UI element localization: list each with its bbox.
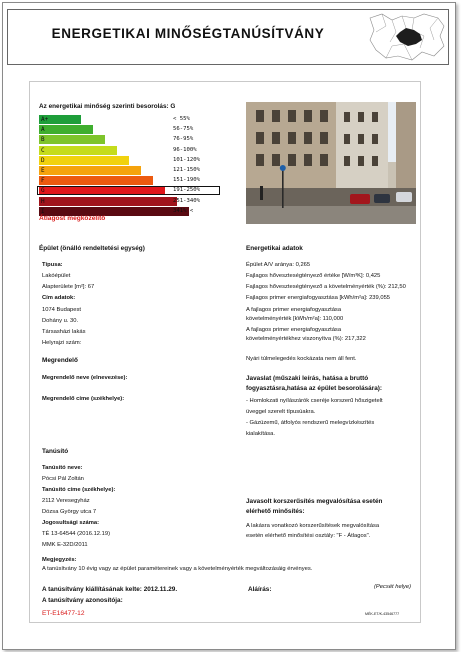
- proposal-line: - Gázüzemű, átfolyós rendszerű melegvízkészítés: [246, 420, 375, 426]
- issue-date-label: A tanúsítvány kiállításának kelte: 2012.11.29.: [42, 586, 178, 593]
- note-label: Megjegyzés:: [42, 557, 77, 563]
- rating-class-label: B: [41, 136, 45, 144]
- rating-class-range: 96-100%: [173, 146, 197, 153]
- certificate-id-label: A tanúsítvány azonosítója:: [42, 597, 123, 604]
- rating-class-label: A+: [41, 116, 49, 123]
- rating-class-range: < 55%: [173, 116, 190, 122]
- energy-line: Épület A/V aránya: 0,265: [246, 262, 311, 268]
- certifier-address-label: Tanúsító címe (székhelye):: [42, 487, 116, 493]
- rating-class-range: 151-190%: [173, 177, 200, 184]
- client-name-label: Megrendelő neve (elnevezése):: [42, 375, 128, 381]
- footer-code: MÉK-ET/K-43546777: [365, 612, 400, 616]
- selected-rating-marker: [37, 186, 220, 195]
- certifier-name: Pócsi Pál Zoltán: [42, 476, 84, 482]
- rating-bar-d: [39, 156, 129, 165]
- hungary-map-icon: [368, 12, 446, 62]
- certifier-address1: 2112 Veresegyház: [42, 498, 90, 504]
- energy-line: Fajlagos hőveszteségtényező értéke [W/m³K]: 0,425: [246, 273, 381, 279]
- building-section-title: Épület (önálló rendeltetési egység): [39, 245, 145, 252]
- condo-type: Társasházi lakás: [42, 329, 86, 335]
- rating-class-range: 251-340%: [173, 197, 200, 204]
- proposal-line: kialakítása.: [246, 431, 275, 437]
- upgrade-title-line2: elérhető minősítés:: [246, 508, 305, 515]
- address-line2: Dohány u. 30.: [42, 318, 79, 324]
- header-box: [7, 9, 449, 65]
- certifier-registration-label: Jogosultsági száma:: [42, 520, 100, 526]
- rating-class-label: D: [41, 156, 45, 164]
- proposal-line: - Homlokzati nyílászárók cseréje korszerű hőszigetelt: [246, 398, 383, 404]
- upgrade-title-line1: Javasolt korszerűsítés megvalósítása esetén: [246, 498, 383, 505]
- stamp-placeholder: (Pecsét helye): [374, 584, 412, 590]
- client-section-title: Megrendelő: [42, 357, 78, 364]
- energy-line: követelményértékhez viszonyítva (%): 217,322: [246, 336, 366, 342]
- certifier-name-label: Tanúsító neve:: [42, 465, 83, 471]
- upgrade-line: A lakásra vonatkozó korszerűsítések megvalósítása: [246, 523, 380, 529]
- rating-class-label: A: [41, 126, 45, 134]
- rating-class-label: C: [41, 146, 45, 154]
- energy-line: Fajlagos hőveszteségtényező a követelményérték (%): 212,50: [246, 284, 406, 290]
- energy-line: A fajlagos primer energiafogyasztása: [246, 307, 342, 313]
- rating-bar-b: [39, 135, 105, 144]
- certificate-id-value: ET-E16477-12: [42, 610, 85, 617]
- building-photo: [246, 102, 416, 224]
- energy-line: követelményérték [kWh/m²a]: 110,000: [246, 316, 344, 322]
- rating-bar-f: [39, 176, 153, 185]
- rating-bar-aplus: [39, 115, 81, 124]
- rating-class-range: 121-150%: [173, 167, 200, 173]
- note-text: A tanúsítvány 10 évig vagy az épület paramétereinek vagy a követelményérték megváltozásáig érvényes.: [42, 566, 313, 572]
- certifier-registration2: MMK E-32D/2011: [42, 542, 88, 548]
- proposal-title-line2: fogyasztásra,hatása az épület besorolására):: [246, 385, 383, 392]
- rating-bar-e: [39, 166, 141, 175]
- rating-class-label: H: [41, 197, 45, 205]
- certificate-title: ENERGETIKAI MINŐSÉGTANÚSÍTVÁNY: [51, 26, 325, 41]
- rating-class-range: 191-250%: [173, 187, 200, 194]
- parcel-number-label: Helyrajzi szám:: [42, 340, 82, 346]
- proposal-line: üveggel szerelt típusúakra.: [246, 409, 316, 415]
- address-line1: 1074 Budapest: [42, 307, 82, 313]
- building-type-label: Típusa:: [42, 262, 63, 268]
- energy-section-title: Energetikai adatok: [246, 245, 303, 252]
- rating-class-range: 76-95%: [173, 136, 194, 143]
- signature-label: Aláírás:: [248, 586, 272, 593]
- energy-line: Fajlagos primer energiafogyasztása [kWh/m²a]: 239,055: [246, 295, 391, 301]
- upgrade-line: esetén elérhető minősítési osztály: "F - Átlagos".: [246, 533, 371, 539]
- proposal-title-line1: Javaslat (műszaki leírás, hatása a bruttó: [246, 375, 369, 382]
- certifier-section-title: Tanúsító: [42, 448, 69, 455]
- building-type-value: Lakóépület: [42, 273, 71, 279]
- rating-verdict: Átlagost megközelítő: [39, 215, 106, 222]
- rating-bar-h: [39, 197, 177, 206]
- building-area: Alapterülete [m²]: 67: [42, 284, 95, 290]
- client-address-label: Megrendelő címe (székhelye):: [42, 396, 125, 402]
- rating-class-label: F: [41, 177, 45, 185]
- rating-bar-a: [39, 125, 93, 134]
- certificate-body: [29, 81, 421, 623]
- certifier-registration1: TÉ 13-64544 (2016.12.19): [42, 531, 111, 537]
- rating-class-label: E: [41, 167, 45, 174]
- rating-title: Az energetikai minőség szerinti besorolás: G: [39, 103, 176, 110]
- certifier-address2: Dózsa György utca 7: [42, 509, 97, 515]
- rating-class-range: 101-120%: [173, 156, 200, 163]
- summer-overheating-note: Nyári túlmelegedés kockázata nem áll fent.: [246, 356, 357, 362]
- rating-bar-c: [39, 146, 117, 155]
- rating-class-label: I: [41, 207, 45, 215]
- address-label: Cím adatok:: [42, 295, 76, 301]
- certificate-page: [2, 2, 456, 650]
- energy-line: A fajlagos primer energiafogyasztása: [246, 327, 342, 333]
- rating-class-range: 341% <: [173, 207, 194, 214]
- rating-class-label: G: [41, 187, 45, 195]
- rating-class-range: 56-75%: [173, 126, 194, 133]
